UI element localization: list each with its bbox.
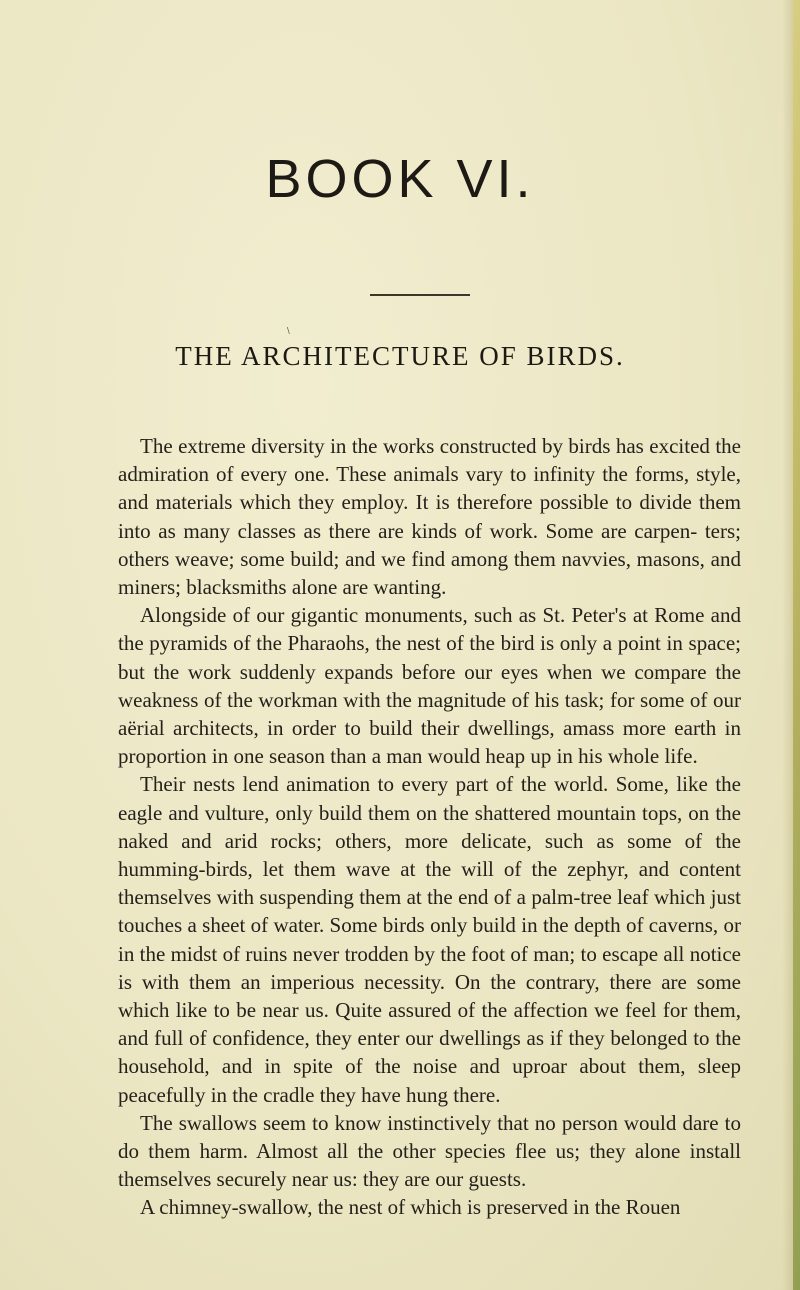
paragraph: The swallows seem to know instinctively that no person would dare to do them harm. Almost all the other species flee us; they alone install themselves securely near us: they are our guests. (118, 1110, 741, 1192)
body-text (118, 432, 741, 1222)
book-title: BOOK VI. (265, 149, 535, 209)
paragraph: A chimney-swallow, the nest of which is preserved in the Rouen (140, 1195, 681, 1220)
chapter-title: THE ARCHITECTURE OF BIRDS. (175, 341, 625, 371)
paragraph: The extreme diversity in the works constructed by birds has excited the admiration of every one. These animals vary to infinity the forms, style, and materials which they employ. It is therefore possible to divide them into as many classes as there are kinds of work. Some are carpen- ters; others weave; some build; and we find among them navvies, masons, and miners; blacksmiths alone are wanting. (118, 434, 741, 600)
title-rule (370, 294, 470, 296)
rule-mark: \ (287, 326, 290, 335)
paragraph: Alongside of our gigantic monuments, such as St. Peter's at Rome and the pyramids of the Pharaohs, the nest of the bird is only a point in space; but the work suddenly expands before our eyes when we compare the weakness of the workman with the magnitude of his task; for some of our aërial architects, in order to build their dwellings, amass more earth in proportion in one season than a man would heap up in his whole life. (118, 603, 741, 769)
paragraph: Their nests lend animation to every part of the world. Some, like the eagle and vulture, only build them on the shattered mountain tops, on the naked and arid rocks; others, more delicate, such as some of the humming-birds, let them wave at the will of the zephyr, and content themselves with suspending them at the end of a palm-tree leaf which just touches a sheet of water. Some birds only build in the depth of caverns, or in the midst of ruins never trodden by the foot of man; to escape all notice is with them an imperious necessity. On the contrary, there are some which like to be near us. Quite assured of the affection we feel for them, and full of confidence, they enter our dwellings as if they belonged to the household, and in spite of the noise and uproar about them, sleep peacefully in the cradle they have hung there. (118, 772, 741, 1107)
